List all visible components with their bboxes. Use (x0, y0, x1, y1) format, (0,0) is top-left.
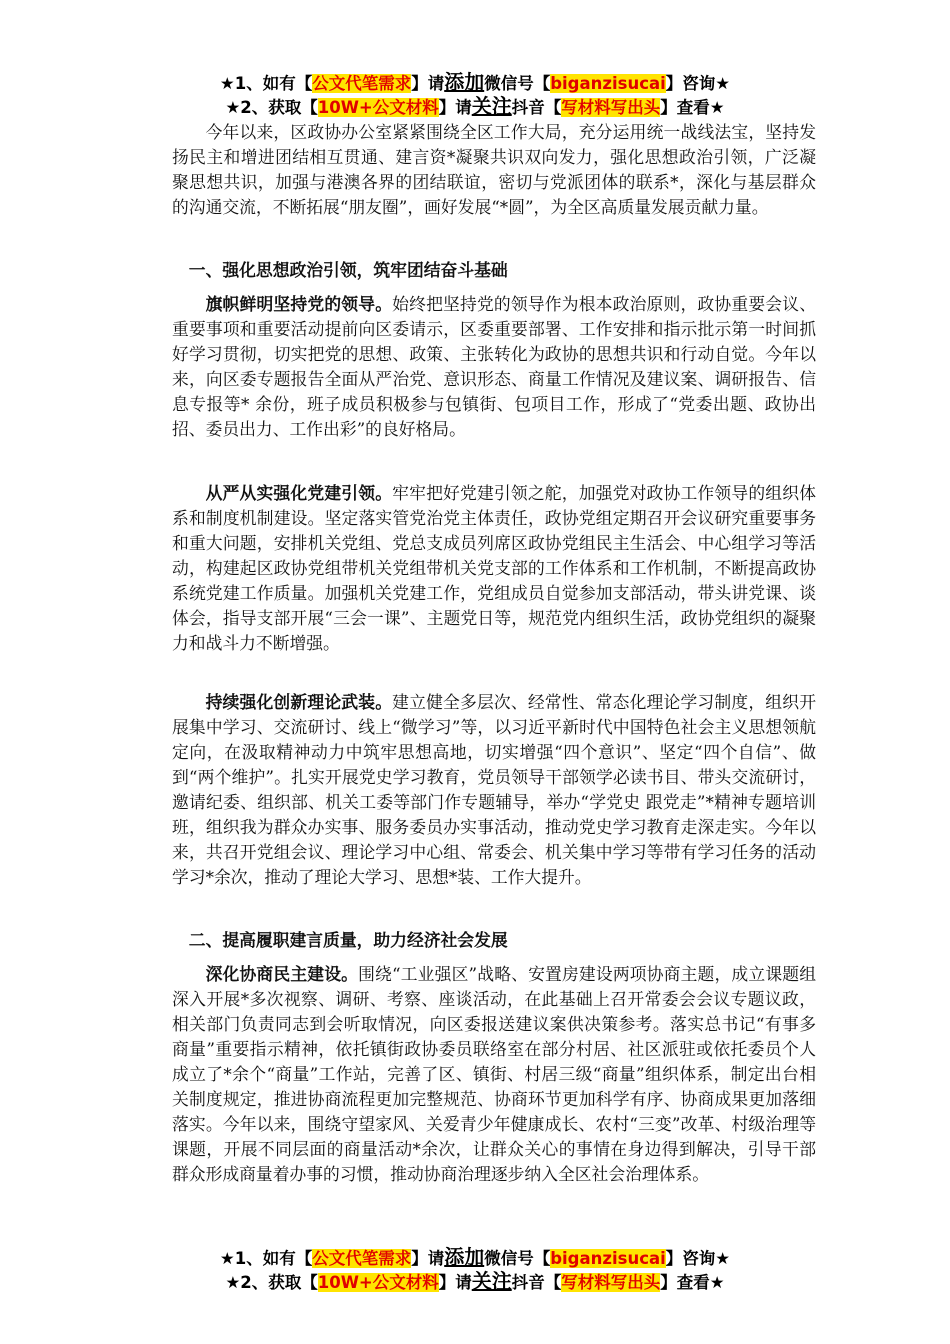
banner-text: 抖音【 (511, 1273, 562, 1292)
banner-highlight: biganzisucai (550, 74, 666, 93)
section-2-heading: 二、提高履职建言质量，助力经济社会发展 (188, 930, 508, 950)
banner-highlight: 公文代笔需求 (312, 1249, 412, 1268)
banner-highlight: 10W+公文材料 (317, 98, 439, 117)
paragraph-lead: 深化协商民主建设。 (205, 964, 359, 984)
banner-text: 】请 (411, 1249, 445, 1268)
banner-text: ★2、获取【 (225, 98, 318, 117)
paragraph-text: 围绕“工业强区”战略、安置房建设两项协商主题，成立课题组深入开展*多次视察、调研、考察、座谈活动，在此基础上召开常委会会议专题议政，相关部门负责同志到会听取情况，向区委报送建议案供决策参考。落实总书记“有事多商量”重要指示精神，依托镇街政协委员联络室在部分村居、社区派驻或依托委员个人成立了*余个“商量”工作站，完善了区、镇街、村居三级“商量”组织体系，制定出台相关制度规定，推进协商流程更加完整规范、协商环节更加科学有序、协商成果更加落细落实。今年以来，围绕守望家风、关爱青少年健康成长、农村“三变”改革、村级治理等课题，开展不同层面的商量活动*余次，让群众关心的事情在身边得到解决，引导干部群众形成商量着办事的习惯，推动协商治理逐步纳入全区社会治理体系。 (172, 964, 816, 1184)
banner-highlight: 公文代笔需求 (312, 74, 412, 93)
section-1-paragraph-2 (172, 481, 816, 656)
top-banner-line-1 (0, 70, 950, 96)
bottom-banner-line-2 (0, 1269, 950, 1295)
section-1-heading: 一、强化思想政治引领，筑牢团结奋斗基础 (188, 260, 508, 280)
banner-text: 】咨询★ (665, 1249, 731, 1268)
banner-highlight: 写材料写出头 (561, 1273, 661, 1292)
banner-text: 微信号【 (484, 74, 551, 93)
intro-paragraph: 今年以来，区政协办公室紧紧围绕全区工作大局，充分运用统一战线法宝，坚持发扬民主和增进团结相互贯通、建言资*凝聚共识双向发力，强化思想政治引领，广泛凝聚思想共识，加强与港澳各界的团结联谊，密切与党派团体的联系*，深化与基层群众的沟通交流，不断拓展“朋友圈”，画好发展“*圆”，为全区高质量发展贡献力量。 (172, 122, 816, 217)
banner-text: 】请 (411, 74, 445, 93)
banner-text: ★1、如有【 (219, 74, 313, 93)
banner-emphasis: 添加 (444, 1245, 485, 1269)
section-2-paragraph-1 (172, 962, 816, 1187)
banner-text: 微信号【 (484, 1249, 551, 1268)
top-banner-line-2 (0, 94, 950, 120)
paragraph-lead: 从严从实强化党建引领。 (205, 483, 393, 503)
banner-text: 】查看★ (660, 1273, 725, 1292)
banner-emphasis: 关注 (471, 94, 512, 118)
banner-text: 】查看★ (660, 98, 725, 117)
paragraph-text: 始终把坚持党的领导作为根本政治原则，政协重要会议、重要事项和重要活动提前向区委请示，区委重要部署、工作安排和指示批示第一时间抓好学习贯彻，切实把党的思想、政策、主张转化为政协的思想共识和行动自觉。今年以来，向区委专题报告全面从严治党、意识形态、商量工作情况及建议案、调研报告、信息专报等* 余份，班子成员积极参与包镇街、包项目工作，形成了“党委出题、政协出招、委员出力、工作出彩”的良好格局。 (172, 294, 816, 439)
banner-text: ★1、如有【 (219, 1249, 313, 1268)
paragraph-lead: 持续强化创新理论武装。 (205, 692, 393, 712)
section-1-paragraph-1 (172, 292, 816, 442)
paragraph-text: 牢牢把好党建引领之舵，加强党对政协工作领导的组织体系和制度机制建设。坚定落实管党治党主体责任，政协党组定期召开会议研究重要事务和重大问题，安排机关党组、党总支成员列席区政协党组民主生活会、中心组学习等活动，构建起区政协党组带机关党组带机关党支部的工作体系和工作机制，不断提高政协系统党建工作质量。加强机关党建工作，党组成员自觉参加支部活动，带头讲党课、谈体会，指导支部开展“三会一课”、主题党日等，规范党内组织生活，政协党组织的凝聚力和战斗力不断增强。 (172, 483, 816, 653)
paragraph-lead: 旗帜鲜明坚持党的领导。 (205, 294, 393, 314)
banner-emphasis: 关注 (471, 1269, 512, 1293)
banner-highlight: biganzisucai (550, 1249, 666, 1268)
intro-block (172, 120, 816, 220)
banner-text: 抖音【 (511, 98, 562, 117)
section-1-paragraph-3 (172, 690, 816, 890)
banner-highlight: 10W+公文材料 (317, 1273, 439, 1292)
banner-text: 】请 (438, 98, 472, 117)
banner-highlight: 写材料写出头 (561, 98, 661, 117)
bottom-banner-line-1 (0, 1245, 950, 1271)
banner-text: 】咨询★ (665, 74, 731, 93)
banner-text: 】请 (438, 1273, 472, 1292)
paragraph-text: 建立健全多层次、经常性、常态化理论学习制度，组织开展集中学习、交流研讨、线上“微学习”等，以习近平新时代中国特色社会主义思想领航定向，在汲取精神动力中筑牢思想高地，切实增强“四个意识”、坚定“四个自信”、做到“两个维护”。扎实开展党史学习教育，党员领导干部领学必读书目、带头交流研讨，邀请纪委、组织部、机关工委等部门作专题辅导，举办“学党史 跟党走”*精神专题培训班，组织我为群众办实事、服务委员办实事活动，推动党史学习教育走深走实。今年以来，共召开党组会议、理论学习中心组、常委会、机关集中学习等带有学习任务的活动学习*余次，推动了理论大学习、思想*装、工作大提升。 (172, 692, 816, 887)
banner-text: ★2、获取【 (225, 1273, 318, 1292)
banner-emphasis: 添加 (444, 70, 485, 94)
